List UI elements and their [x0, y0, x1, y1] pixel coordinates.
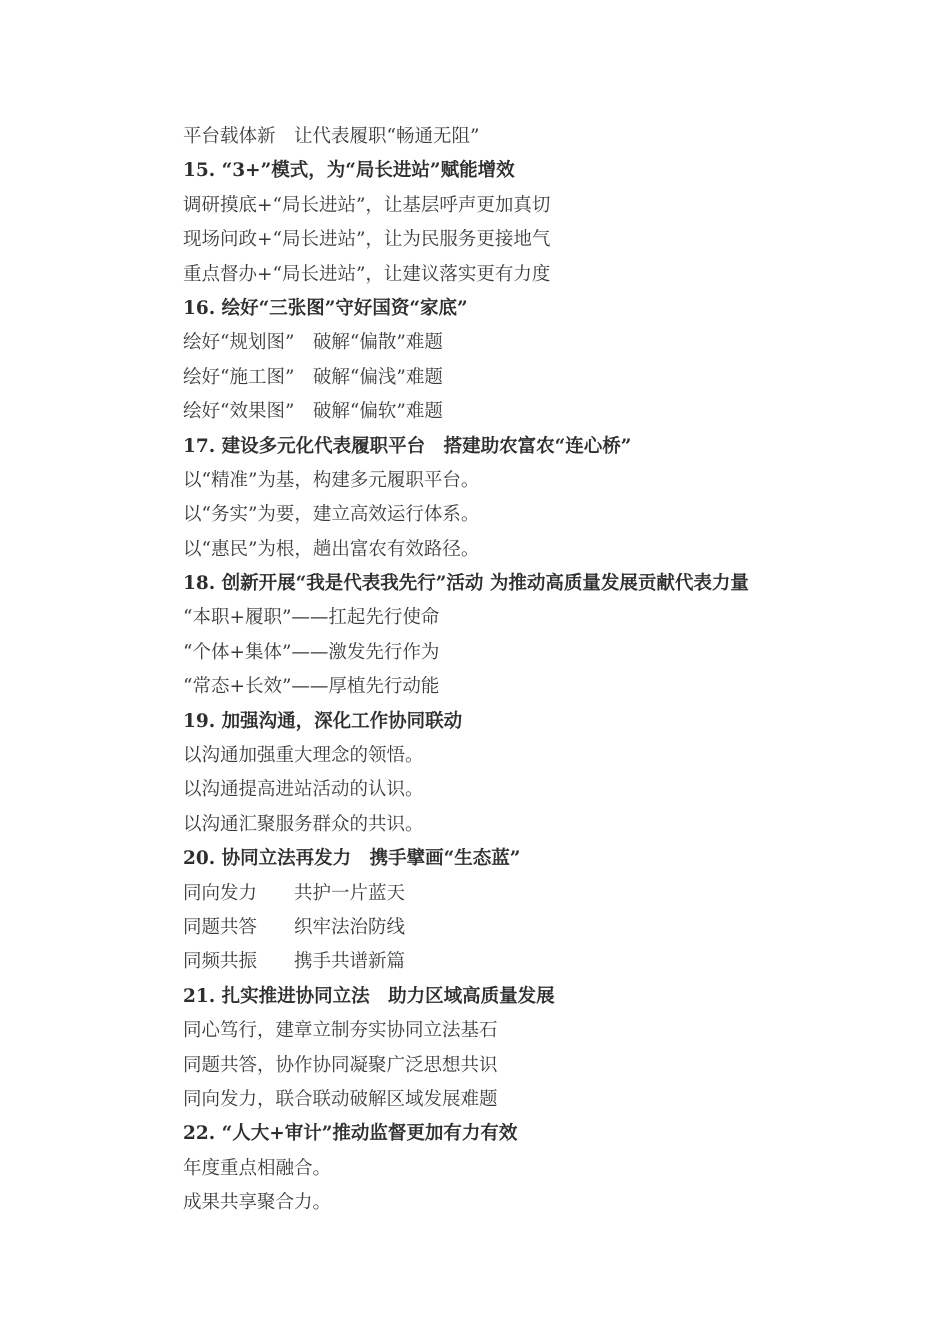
body-line: 以“惠民”为根，趟出富农有效路径。	[183, 538, 480, 560]
body-line: 以沟通汇聚服务群众的共识。	[183, 813, 424, 835]
body-line: 以“精准”为基，构建多元履职平台。	[183, 469, 480, 491]
section-heading-19: 19. 加强沟通，深化工作协同联动	[183, 710, 463, 732]
body-line: 同向发力 共护一片蓝天	[183, 882, 406, 904]
body-line: 绘好“施工图” 破解“偏浅”难题	[183, 366, 443, 388]
body-line: 同心笃行，建章立制夯实协同立法基石	[183, 1020, 498, 1042]
body-line: 重点督办+“局长进站”，让建议落实更有力度	[183, 263, 551, 285]
document-body	[183, 120, 883, 1221]
section-heading-17: 17. 建设多元化代表履职平台 搭建助农富农“连心桥”	[183, 435, 632, 457]
body-line: 现场问政+“局长进站”，让为民服务更接地气	[183, 229, 551, 251]
body-line: “常态+长效”——厚植先行动能	[183, 676, 440, 698]
body-line: 成果共享聚合力。	[183, 1192, 332, 1214]
body-line: “本职+履职”——扛起先行使命	[183, 607, 440, 629]
section-heading-22: 22. “人大+审计”推动监督更加有力有效	[183, 1123, 518, 1145]
section-heading-18: 18. 创新开展“我是代表我先行”活动 为推动高质量发展贡献代表力量	[183, 573, 749, 595]
body-line: 绘好“效果图” 破解“偏软”难题	[183, 401, 443, 423]
section-heading-21: 21. 扎实推进协同立法 助力区域高质量发展	[183, 985, 555, 1007]
body-line: 绘好“规划图” 破解“偏散”难题	[183, 332, 443, 354]
body-line: 以沟通提高进站活动的认识。	[183, 779, 424, 801]
body-line: 以“务实”为要，建立高效运行体系。	[183, 504, 480, 526]
body-line: 同频共振 携手共谱新篇	[183, 951, 406, 973]
section-heading-20: 20. 协同立法再发力 携手擘画“生态蓝”	[183, 848, 521, 870]
body-line: “个体+集体”——激发先行作为	[183, 641, 440, 663]
body-line: 调研摸底+“局长进站”，让基层呼声更加真切	[183, 194, 551, 216]
body-line: 同题共答 织牢法治防线	[183, 916, 406, 938]
section-heading-15: 15. “3+”模式，为“局长进站”赋能增效	[183, 160, 515, 182]
body-line: 同向发力，联合联动破解区域发展难题	[183, 1088, 498, 1110]
body-line: 以沟通加强重大理念的领悟。	[183, 745, 424, 767]
body-line: 同题共答，协作协同凝聚广泛思想共识	[183, 1054, 498, 1076]
section-heading-16: 16. 绘好“三张图”守好国资“家底”	[183, 297, 468, 319]
body-line: 年度重点相融合。	[183, 1157, 332, 1179]
body-line: 平台载体新 让代表履职“畅通无阻”	[183, 126, 480, 147]
